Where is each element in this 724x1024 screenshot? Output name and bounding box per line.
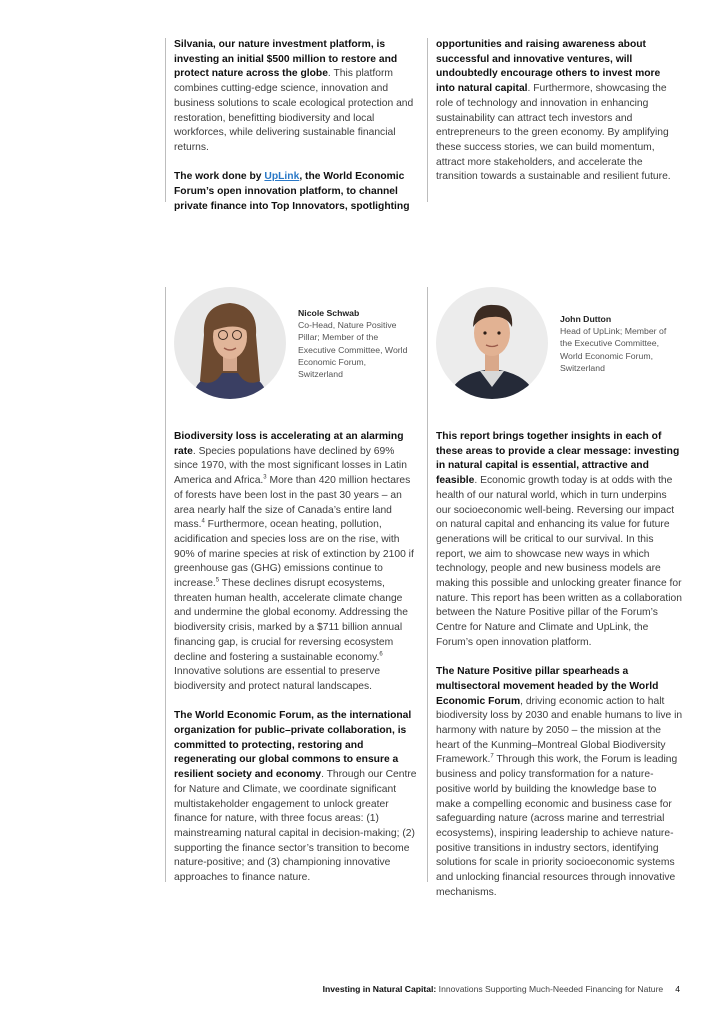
- body-paragraph-nature-positive: The Nature Positive pillar spearheads a multisectoral movement headed by the World Economic Forum, driving economic action to halt biodiversity loss by 2030 and enable humans to live in harmony with nature by 2050 – the mission at the heart of the Kunming–Montreal Global Biodiversity Framework.$^7$ Through this work, the Forum is leading business and policy transformation for a nature-positive world by building the knowledge base to make a compelling economic and business case for safeguarding nature (across marine and terrestrial ecosystems), inspiring leadership to achieve nature-positive transitions in industry sectors, identifying solutions for scale in priority socioeconomic systems and unlocking financial resources through innovative mechanisms.: [436, 666, 683, 898]
- footnote-ref: 6: [379, 651, 383, 658]
- footer-report-subtitle: Innovations Supporting Much-Needed Financing for Nature: [436, 984, 664, 994]
- footer-report-title: Investing in Natural Capital:: [322, 984, 437, 994]
- body-paragraph-forum: The World Economic Forum, as the international organization for public–private collaboration, is committed to protecting, restoring and regenerating our global commons to ensure a resilient society and economy. Through our Centre for Nature and Climate, we coordinate significant multistakeholder engagement to unlock greater finance for nature, with three focus areas: (1) mainstreaming natural capital in decision-making; (2) supporting the finance sector’s transition to become nature-positive; and (3) championing innovative approaches to finance nature.: [174, 710, 417, 884]
- person-title: Head of UpLink; Member of the Executive Committee, World Economic Forum, Switzerland: [560, 326, 667, 373]
- intro-paragraph-silvania: Silvania, our nature investment platform, is investing an initial $500 million to restore and protect nature across the globe. This platform combines cutting-edge science, innovation and business solutions to scale ecological protection and restoration, benefitting biodiversity and local workforces, while delivering sustainable financial returns.: [174, 39, 414, 153]
- portrait-nicole-schwab: [174, 287, 286, 399]
- divider-top-middle: [427, 38, 428, 202]
- intro-column-right: [436, 38, 678, 185]
- body-column-right: [436, 430, 684, 900]
- intro-paragraph-opportunities: opportunities and raising awareness about successful and innovative ventures, will undoubtedly encourage others to invest more into natural capital. Furthermore, showcasing the role of technology and innovation in enhancing sustainability can attract tech investors and entrepreneurs to the green economy. By amplifying these success stories, we can build momentum, attract more stakeholders, and accelerate the transition towards a sustainable and resilient future.: [436, 39, 671, 183]
- person-title: Co-Head, Nature Positive Pillar; Member of the Executive Committee, World Economic Forum, Switzerland: [298, 320, 408, 380]
- body-paragraph-report: This report brings together insights in each of these areas to provide a clear message: investing in natural capital is essential, attractive and feasible. Economic growth today is at odds with the health of our natural world, which in turn underpins our socioeconomic well-being. Reversing our impact on natural capital and enhancing its value for future generations will be critical to our survival. In this report, we aim to showcase new ways in which technology, people and new business models are making this possible and unlocking greater finance for nature. This report has been written as a collaboration between the Nature Positive pillar of the Forum’s Centre for Nature and Climate and UpLink, the Forum’s open innovation platform.: [436, 431, 682, 648]
- footnote-ref: 3: [263, 474, 267, 481]
- uplink-link[interactable]: UpLink: [264, 171, 300, 183]
- person-name: John Dutton: [560, 314, 612, 324]
- portrait-john-dutton: [436, 287, 548, 399]
- footnote-ref: 5: [215, 577, 220, 584]
- page-number: 4: [675, 984, 680, 994]
- footnote-ref: 4: [201, 518, 205, 525]
- person-name: Nicole Schwab: [298, 308, 360, 318]
- footnote-ref: 7: [490, 754, 494, 761]
- divider-mid-middle: [427, 287, 428, 882]
- intro-paragraph-uplink: The work done by UpLink, the World Economic Forum’s open innovation platform, to channel private finance into Top Innovators, spotlighting: [174, 171, 410, 212]
- person-caption-nicole-schwab: [298, 307, 408, 380]
- body-column-left: [174, 430, 420, 886]
- person-caption-john-dutton: [560, 313, 680, 374]
- divider-mid-left: [165, 287, 166, 882]
- divider-top-left: [165, 38, 166, 202]
- page-footer: [323, 984, 680, 994]
- intro-column-left: [174, 38, 414, 214]
- body-paragraph-biodiversity: Biodiversity loss is accelerating at an alarming rate. Species populations have declined by 69% since 1970, with the most significant losses in Latin America and Africa.$^3$ More than 420 million hectares of forests have been lost in the past 30 years – an area nearly half the size of Canada’s entire land mass.$^4$ Furthermore, ocean heating, pollution, acidification and species loss are on the rise, with 90% of marine species at risk of extinction by 2100 if greenhouse gas (GHG) emissions continue to increase.$^5$ These declines disrupt ecosystems, threaten human health, accelerate climate change and undermine the global economy. Addressing the biodiversity crisis, marked by a $711 billion annual financing gap, is crucial for reversing ecosystem decline and fostering a sustainable economy.$^6$ Innovative solutions are essential to preserve biodiversity and protect natural landscapes.: [174, 431, 414, 692]
